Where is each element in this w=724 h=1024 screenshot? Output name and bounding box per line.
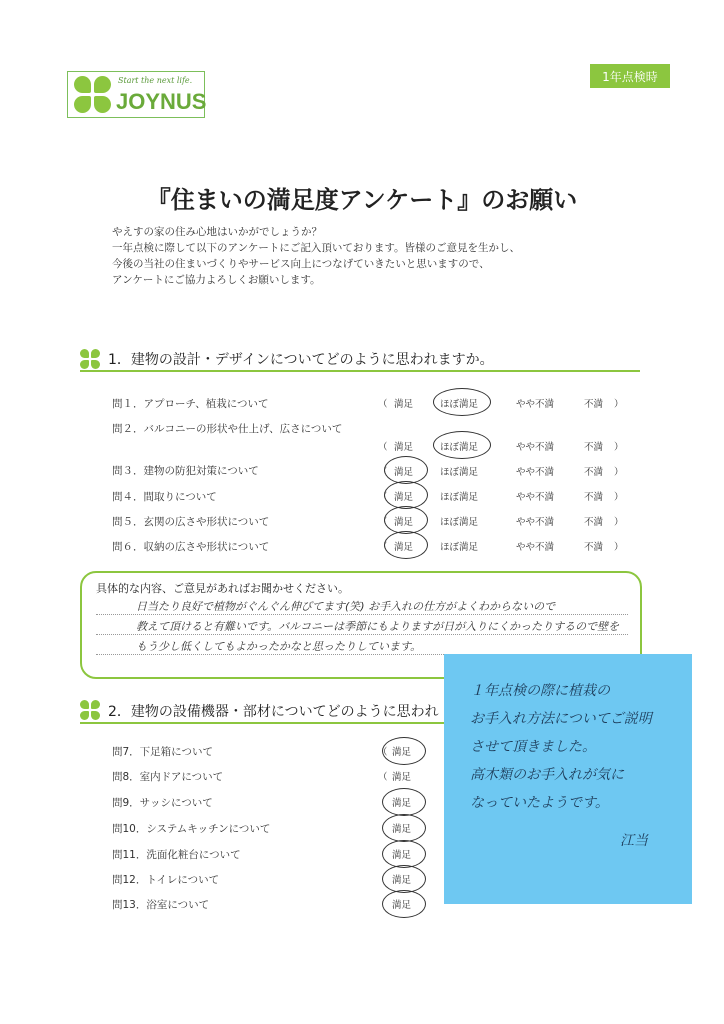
intro-line: アンケートにご協力よろしくお願いします。 (112, 274, 321, 286)
option-satisfied[interactable]: 満足 (392, 900, 412, 911)
question-label: 問３．建物の防犯対策について (112, 465, 259, 477)
comment-handwriting: 教えて頂けると有難いです。バルコニーは季節にもよりますが日が入りにくかったりするので壁を (136, 620, 620, 633)
sticky-note-line: お手入れ方法についてご説明 (470, 711, 652, 727)
option-paren: （ (378, 467, 388, 478)
clover-icon (74, 76, 112, 114)
option-paren: ） (614, 542, 624, 553)
option-paren: ） (614, 492, 624, 503)
option-satisfied[interactable]: 満足 (392, 772, 412, 783)
option-mostly-satisfied[interactable]: ほぼ満足 (440, 467, 479, 478)
intro-text (112, 224, 520, 288)
option-dissatisfied[interactable]: 不満 (584, 517, 604, 528)
question-label: 問５．玄関の広さや形状について (112, 516, 270, 528)
option-paren: （ (378, 442, 388, 453)
option-satisfied[interactable]: 満足 (394, 442, 414, 453)
option-satisfied[interactable]: 満足 (394, 399, 414, 410)
option-satisfied[interactable]: 満足 (392, 850, 412, 861)
selected-circle (384, 456, 428, 484)
question-label: 問9．サッシについて (112, 797, 213, 809)
option-satisfied[interactable]: 満足 (392, 798, 412, 809)
logo-brand: JOYNUS (116, 89, 207, 114)
option-satisfied[interactable]: 満足 (394, 467, 414, 478)
option-slightly-dissatisfied[interactable]: やや不満 (516, 442, 555, 453)
selected-circle (433, 388, 491, 416)
dotted-line (96, 634, 628, 635)
comment-prompt: 具体的な内容、ご意見があればお聞かせください。 (96, 582, 349, 595)
company-logo (67, 71, 205, 118)
option-paren: ） (614, 399, 624, 410)
option-satisfied[interactable]: 満足 (394, 517, 414, 528)
option-satisfied[interactable]: 満足 (392, 824, 412, 835)
selected-circle (433, 431, 491, 459)
option-slightly-dissatisfied[interactable]: やや不満 (516, 492, 555, 503)
clover-icon (80, 349, 100, 369)
option-mostly-satisfied[interactable]: ほぼ満足 (440, 492, 479, 503)
intro-line: やえすの家の住み心地はいかがでしょうか？ (112, 226, 322, 238)
option-mostly-satisfied[interactable]: ほぼ満足 (440, 542, 479, 553)
sticky-note-line: 高木類のお手入れが気に (470, 767, 624, 783)
question-label: 問13．浴室について (112, 899, 210, 911)
logo-tagline: Start the next life. (118, 76, 193, 85)
section1-divider (80, 370, 640, 372)
question-label: 問６．収納の広さや形状について (112, 541, 270, 553)
option-satisfied[interactable]: 満足 (394, 542, 414, 553)
comment-handwriting: もう少し低くしてもよかったかなと思ったりしています。 (136, 640, 422, 653)
selected-circle (382, 865, 426, 893)
option-satisfied[interactable]: 満足 (392, 875, 412, 886)
option-paren: ） (614, 442, 624, 453)
selected-circle (384, 481, 428, 509)
option-slightly-dissatisfied[interactable]: やや不満 (516, 467, 555, 478)
option-satisfied[interactable]: 満足 (392, 747, 412, 758)
sticky-note-line: させて頂きました。 (470, 739, 596, 755)
question-label: 問8．室内ドアについて (112, 771, 224, 783)
selected-circle (382, 840, 426, 868)
option-paren: （ (378, 542, 388, 553)
option-paren: （ (378, 492, 388, 503)
option-slightly-dissatisfied[interactable]: やや不満 (516, 517, 555, 528)
option-mostly-satisfied[interactable]: ほぼ満足 (440, 399, 479, 410)
selected-circle (382, 890, 426, 918)
option-mostly-satisfied[interactable]: ほぼ満足 (440, 442, 479, 453)
question-label: 問４．間取りについて (112, 491, 217, 503)
option-dissatisfied[interactable]: 不満 (584, 467, 604, 478)
sticky-note-line: １年点検の際に植栽の (470, 683, 610, 699)
option-paren: （ (378, 517, 388, 528)
option-slightly-dissatisfied[interactable]: やや不満 (516, 542, 555, 553)
sticky-note-line: なっていたようです。 (470, 795, 609, 811)
clover-icon (80, 700, 100, 720)
option-paren: （ (378, 747, 388, 758)
intro-line: 今後の当社の住まいづくりやサービス向上につなげていきたいと思いますので、 (112, 258, 490, 270)
option-paren: ） (614, 517, 624, 528)
sticky-note (444, 654, 692, 904)
question-label: 問12．トイレについて (112, 874, 220, 886)
sticky-note-signature: 江当 (620, 833, 648, 849)
question-label: 問10．システムキッチンについて (112, 823, 271, 835)
option-paren: ） (614, 467, 624, 478)
dotted-line (96, 614, 628, 615)
section1-title: 1．建物の設計・デザインについてどのように思われますか。 (108, 352, 494, 368)
option-slightly-dissatisfied[interactable]: やや不満 (516, 399, 555, 410)
inspection-badge: 1年点検時 (590, 64, 670, 88)
option-paren: （ (378, 399, 388, 410)
selected-circle (382, 788, 426, 816)
comment-handwriting: 日当たり良好で植物がぐんぐん伸びてます(笑) お手入れの仕方がよくわからないので (136, 600, 556, 613)
selected-circle (384, 531, 428, 559)
question-label: 問２．バルコニーの形状や仕上げ、広さについて (112, 423, 343, 435)
option-paren: （ (378, 772, 388, 783)
question-label: 問11．洗面化粧台について (112, 849, 241, 861)
selected-circle (382, 737, 426, 765)
option-satisfied[interactable]: 満足 (394, 492, 414, 503)
option-mostly-satisfied[interactable]: ほぼ満足 (440, 517, 479, 528)
page-title: 『住まいの満足度アンケート』のお願い (146, 186, 578, 214)
question-label: 問１．アプローチ、植栽について (112, 398, 269, 410)
section2-divider (80, 722, 444, 724)
selected-circle (384, 506, 428, 534)
section2-title: 2．建物の設備機器・部材についてどのように思われ (108, 704, 439, 720)
question-label: 問7．下足箱について (112, 746, 213, 758)
option-dissatisfied[interactable]: 不満 (584, 542, 604, 553)
option-dissatisfied[interactable]: 不満 (584, 492, 604, 503)
selected-circle (382, 814, 426, 842)
option-dissatisfied[interactable]: 不満 (584, 399, 604, 410)
intro-line: 一年点検に際して以下のアンケートにご記入頂いております。皆様のご意見を生かし、 (112, 242, 521, 254)
option-dissatisfied[interactable]: 不満 (584, 442, 604, 453)
